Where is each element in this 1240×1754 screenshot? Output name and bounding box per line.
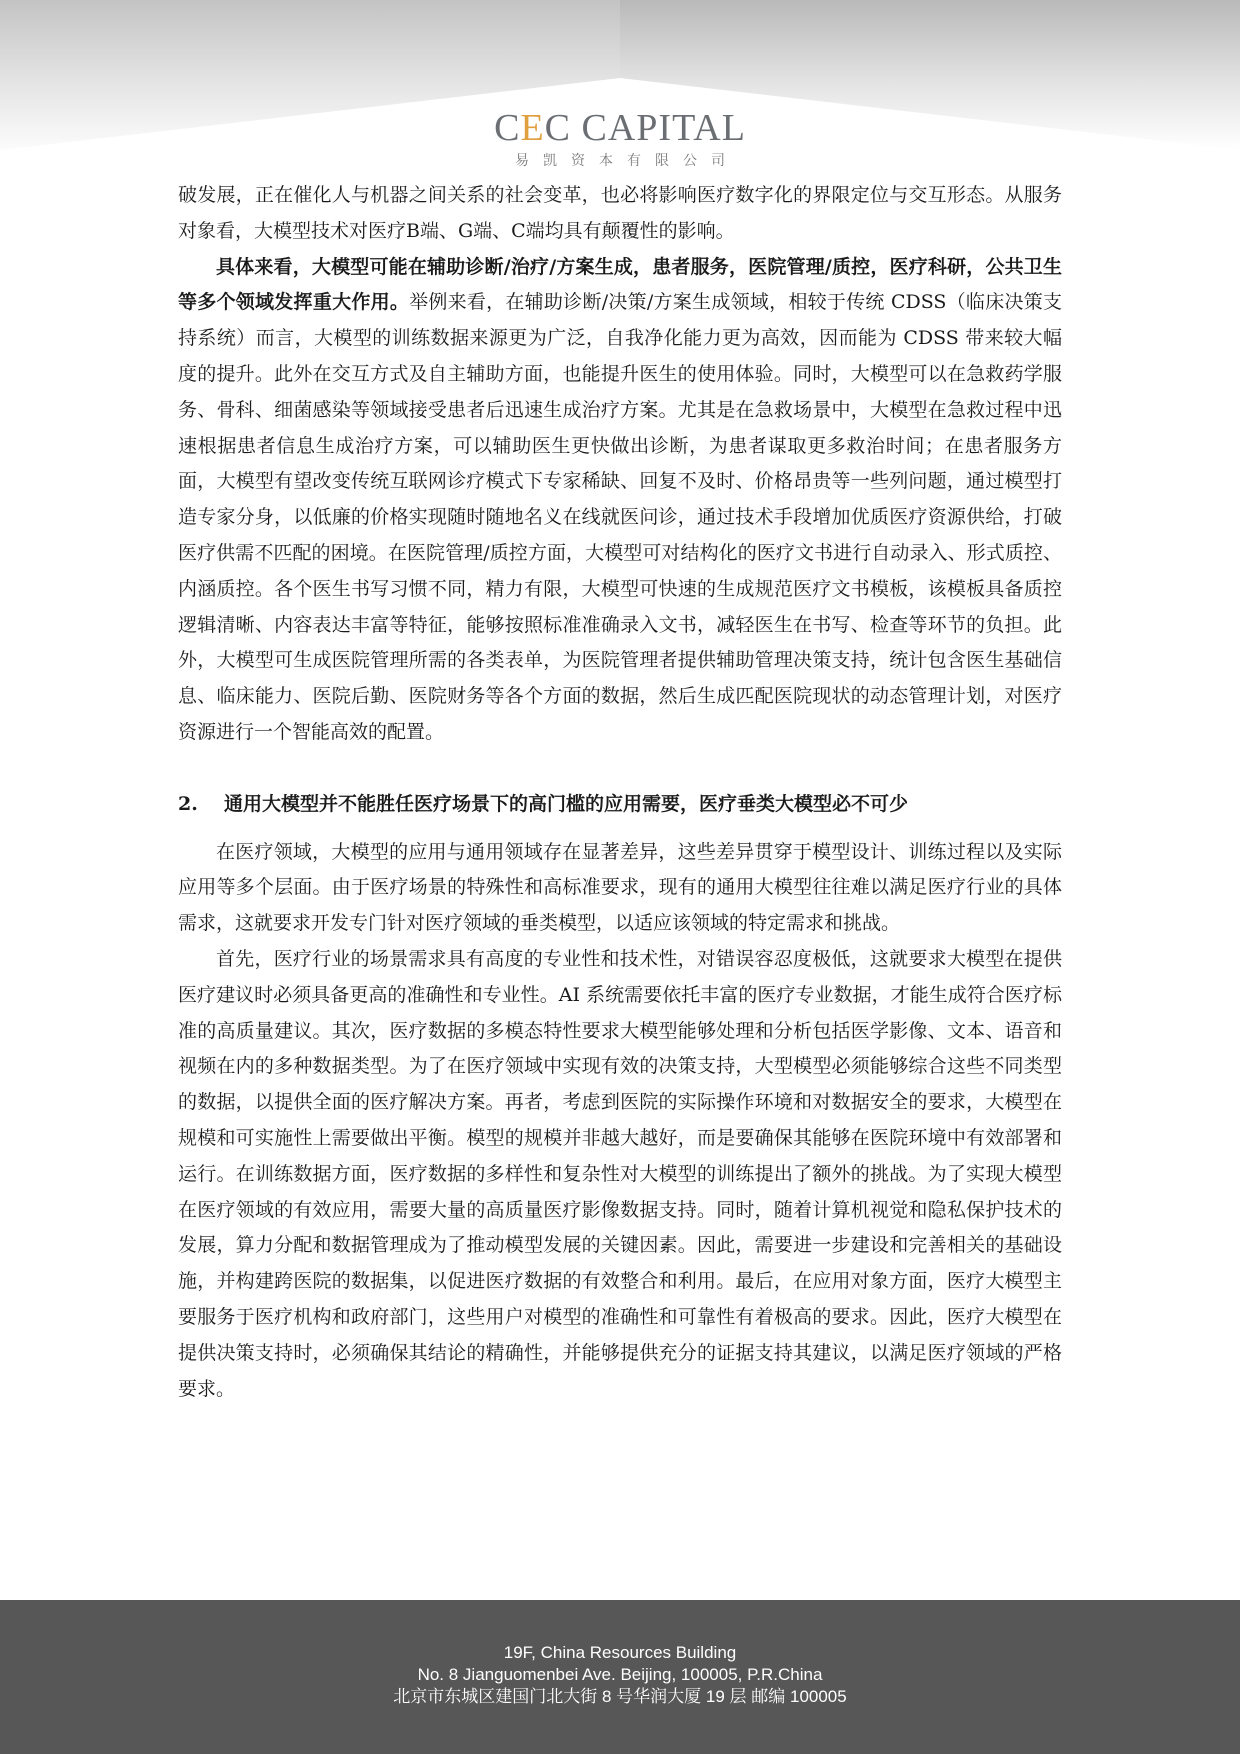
company-logo bbox=[0, 108, 1240, 170]
footer-address-line-3: 北京市东城区建国门北大街 8 号华润大厦 19 层 邮编 100005 bbox=[393, 1687, 847, 1706]
document-body bbox=[178, 178, 1062, 1407]
page-header bbox=[0, 0, 1240, 170]
section-title: 通用大模型并不能胜任医疗场景下的高门槛的应用需要，医疗垂类大模型必不可少 bbox=[224, 792, 909, 815]
footer-address-line-2: No. 8 Jianguomenbei Ave. Beijing, 100005, P.R.China bbox=[417, 1665, 823, 1684]
paragraph-lead-bold: 具体来看，大模型可能在辅助诊断/治疗/方案生成，患者服务，医院管理/质控，医疗科研，公共卫生等多个领域发挥重大作用。 bbox=[178, 255, 1062, 314]
section-number: 2. bbox=[178, 792, 198, 815]
paragraph-intro: 在医疗领域，大模型的应用与通用领域存在显著差异，这些差异贯穿于模型设计、训练过程以及实际应用等多个层面。由于医疗场景的特殊性和高标准要求，现有的通用大模型往往难以满足医疗行业的具体需求，这就要求开发专门针对医疗领域的垂类模型，以适应该领域的特定需求和挑战。 bbox=[178, 840, 1062, 935]
logo-subtitle: 易凯资本有限公司 bbox=[515, 153, 739, 169]
paragraph-body: 举例来看，在辅助诊断/决策/方案生成领域，相较于传统 CDSS（临床决策支持系统）而言，大模型的训练数据来源更为广泛，自我净化能力更为高效，因而能为 CDSS 带来较大幅度的提升。此外在交互方式及自主辅助方面，也能提升医生的使用体验。同时，大模型可以在急救药学服务、骨科、细菌感染等领域接受患者后迅速生成治疗方案。尤其是在急救场景中，大模型在急救过程中迅速根据患者信息生成治疗方案，可以辅助医生更快做出诊断，为患者谋取更多救治时间；在患者服务方面，大模型有望改变传统互联网诊疗模式下专家稀缺、回复不及时、价格昂贵等一些列问题，通过模型打造专家分身，以低廉的价格实现随时随地名义在线就医问诊，通过技术手段增加优质医疗资源供给，打破医疗供需不匹配的困境。在医院管理/质控方面，大模型可对结构化的医疗文书进行自动录入、形式质控、内涵质控。各个医生书写习惯不同，精力有限，大模型可快速的生成规范医疗文书模板，该模板具备质控逻辑清晰、内容表达丰富等特征，能够按照标准准确录入文书，减轻医生在书写、检查等环节的负担。此外，大模型可生成医院管理所需的各类表单，为医院管理者提供辅助管理决策支持，统计包含医生基础信息、临床能力、医院后勤、医院财务等各个方面的数据，然后生成匹配医院现状的动态管理计划，对医疗资源进行一个智能高效的配置。 bbox=[178, 291, 1062, 743]
logo-wordmark: CEC CAPITAL bbox=[494, 107, 746, 149]
paragraph-details: 首先，医疗行业的场景需求具有高度的专业性和技术性，对错误容忍度极低，这就要求大模型在提供医疗建议时必须具备更高的准确性和专业性。AI 系统需要依托丰富的医疗专业数据，才能生成符合医疗标准的高质量建议。其次，医疗数据的多模态特性要求大模型能够处理和分析包括医学影像、文本、语音和视频在内的多种数据类型。为了在医疗领域中实现有效的决策支持，大型模型必须能够综合这些不同类型的数据，以提供全面的医疗解决方案。再者，考虑到医院的实际操作环境和对数据安全的要求，大模型在规模和可实施性上需要做出平衡。模型的规模并非越大越好，而是要确保其能够在医院环境中有效部署和运行。在训练数据方面，医疗数据的多样性和复杂性对大模型的训练提出了额外的挑战。为了实现大模型在医疗领域的有效应用，需要大量的高质量医疗影像数据支持。同时，随着计算机视觉和隐私保护技术的发展，算力分配和数据管理成为了推动模型发展的关键因素。因此，需要进一步建设和完善相关的基础设施，并构建跨医院的数据集，以促进医疗数据的有效整合和利用。最后，在应用对象方面，医疗大模型主要服务于医疗机构和政府部门，这些用户对模型的准确性和可靠性有着极高的要求。因此，医疗大模型在提供决策支持时，必须确保其结论的精确性，并能够提供充分的证据支持其建议，以满足医疗领域的严格要求。 bbox=[178, 947, 1062, 1400]
paragraph-continued: 破发展，正在催化人与机器之间关系的社会变革，也必将影响医疗数字化的界限定位与交互形态。从服务对象看，大模型技术对医疗B端、G端、C端均具有颠覆性的影响。 bbox=[178, 184, 1062, 242]
paragraph-applications bbox=[178, 250, 1062, 751]
section-heading bbox=[178, 787, 1062, 823]
page-footer bbox=[0, 1600, 1240, 1754]
footer-address-line-1: 19F, China Resources Building bbox=[503, 1643, 737, 1662]
